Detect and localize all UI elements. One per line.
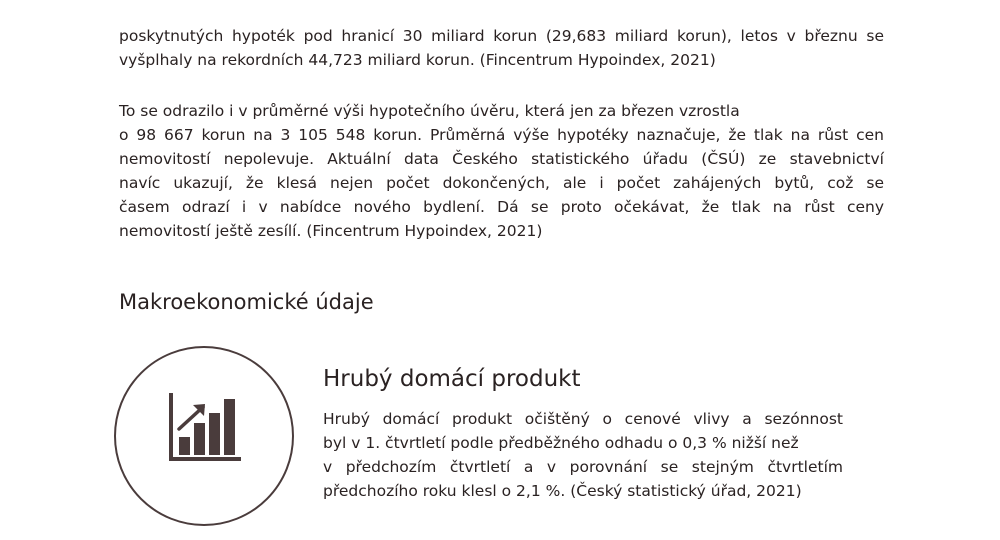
paragraph-line: To se odrazilo i v průměrné výši hypotečního úvěru, která jen za březen vzrostla: [119, 102, 740, 120]
paragraph-hypoteky-objem: [119, 24, 884, 72]
paragraph-line: poskytnutých hypoték pod hranicí 30 miliard korun (29,683 miliard korun), letos v březnu se: [119, 27, 884, 45]
paragraph-prumerna-vyse-uveru: [119, 99, 884, 243]
card-body-line: předchozího roku klesl o 2,1 %. (Český statistický úřad, 2021): [323, 482, 802, 500]
paragraph-line: navíc ukazují, že klesá nejen počet dokončených, ale i počet zahájených bytů, což se: [119, 174, 884, 192]
card-body-line: byl v 1. čtvrtletí podle předběžného odhadu o 0,3 % nižší než: [323, 434, 799, 452]
gdp-card-body: [323, 407, 843, 503]
paragraph-line: nemovitostí ještě zesílí. (Fincentrum Hypoindex, 2021): [119, 222, 543, 240]
gdp-icon-circle: [114, 346, 294, 526]
paragraph-line: vyšplhaly na rekordních 44,723 miliard korun. (Fincentrum Hypoindex, 2021): [119, 51, 716, 69]
gdp-card-title: Hrubý domácí produkt: [323, 366, 581, 392]
paragraph-line: časem odrazí i v nabídce nového bydlení. Dá se proto očekávat, že tlak na růst ceny: [119, 198, 884, 216]
paragraph-line: o 98 667 korun na 3 105 548 korun. Průměrná výše hypotéky naznačuje, že tlak na růst cen: [119, 126, 884, 144]
section-heading: Makroekonomické údaje: [119, 290, 374, 314]
card-body-line: v předchozím čtvrtletí a v porovnání se stejným čtvrtletím: [323, 458, 843, 476]
bar-chart-growth-icon: [169, 393, 241, 463]
paragraph-line: nemovitostí nepolevuje. Aktuální data Českého statistického úřadu (ČSÚ) ze stavebnictví: [119, 150, 884, 168]
card-body-line: Hrubý domácí produkt očištěný o cenové vlivy a sezónnost: [323, 410, 843, 428]
